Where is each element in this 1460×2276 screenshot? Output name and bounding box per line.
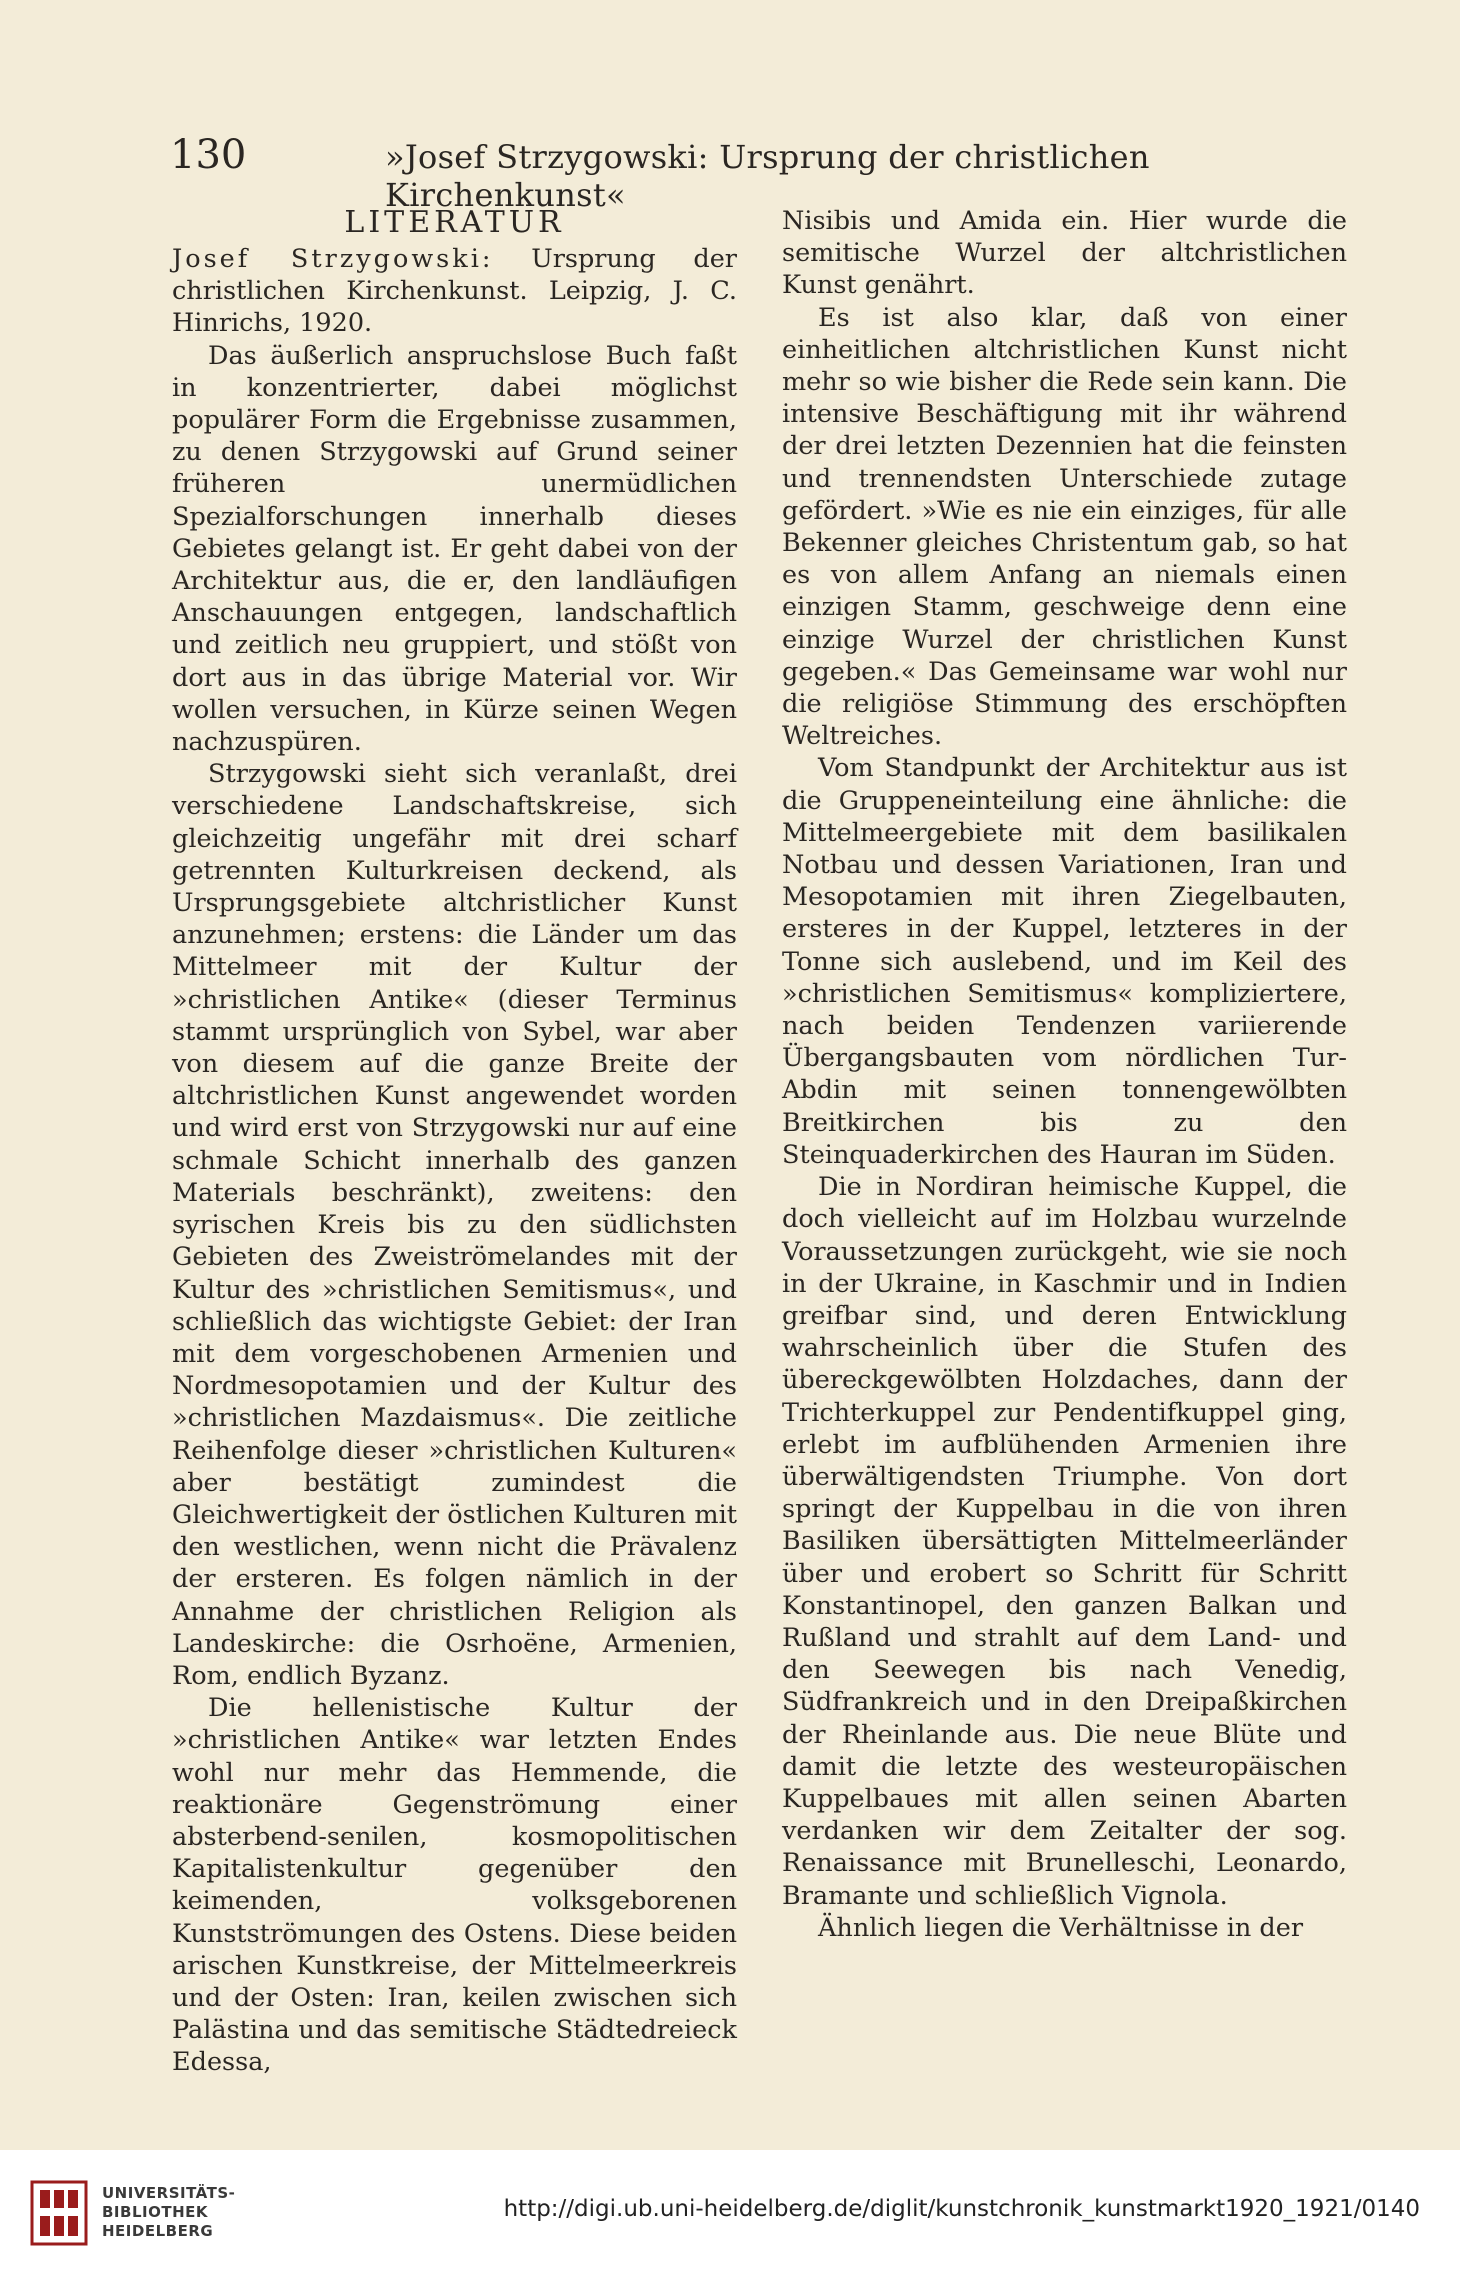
- library-name-line: BIBLIOTHEK: [102, 2203, 208, 2221]
- paragraph: Ähnlich liegen die Verhältnisse in der: [818, 1912, 1304, 1943]
- paragraph: Das äußerlich anspruchslose Buch faßt in konzentrierter, dabei möglichst populärer Form die Ergebnisse zusammen, zu denen Strzygowski auf Grund seiner früheren unermüdlichen Spezialforschungen innerhalb dieses Gebietes gelangt ist. Er geht dabei von der Architektur aus, die er, den landläufigen Anschauungen entgegen, landschaftlich und zeitlich neu gruppiert, und stößt von dort aus in das übrige Material vor. Wir wollen versuchen, in Kürze seinen Wegen nachzuspüren.: [172, 340, 737, 758]
- library-name-line: UNIVERSITÄTS-: [102, 2184, 236, 2202]
- right-column: [782, 205, 1347, 1944]
- paragraph: Es ist also klar, daß von einer einheitlichen altchristlichen Kunst nicht mehr so wie bisher die Rede sein kann. Die intensive Beschäftigung mit ihr während der drei letzten Dezennien hat die feinsten und trennendsten Unterschiede zutage gefördert. »Wie es nie ein einziges, für alle Bekenner gleiches Christentum gab, so hat es von allem Anfang an niemals einen einzigen Stamm, geschweige denn eine einzige Wurzel der christlichen Kunst gegeben.« Das Gemeinsame war wohl nur die religiöse Stimmung des erschöpften Weltreiches.: [782, 302, 1347, 752]
- library-name: [102, 2184, 235, 2241]
- left-column: [172, 205, 737, 2079]
- running-header: [170, 132, 1350, 214]
- page-number: 130: [170, 132, 247, 178]
- paragraph: Die in Nordiran heimische Kuppel, die doch vielleicht auf im Holzbau wurzelnde Voraussetzungen zurückgeht, wie sie noch in der Ukraine, in Kaschmir und in Indien greifbar sind, und deren Entwicklung wahrscheinlich über die Stufen des übereckgewölbten Holzdaches, dann der Trichterkuppel zur Pendentifkuppel ging, erlebt im aufblühenden Armenien ihre überwältigendsten Triumphe. Von dort springt der Kuppelbau in die von ihren Basiliken übersättigten Mittelmeerländer über und erobert so Schritt für Schritt Konstantinopel, den ganzen Balkan und Rußland und strahlt auf dem Land- und den Seewegen bis nach Venedig, Südfrankreich und in den Dreipaßkirchen der Rheinlande aus. Die neue Blüte und damit die letzte des westeuropäischen Kuppelbaues mit allen seinen Abarten verdanken wir dem Zeitalter der sog. Renaissance mit Brunelleschi, Leonardo, Bramante und schließlich Vignola.: [782, 1172, 1347, 1911]
- paragraph: Nisibis und Amida ein. Hier wurde die semitische Wurzel der altchristlichen Kunst genährt.: [782, 206, 1347, 301]
- citation-author: Josef Strzygowski:: [172, 244, 494, 274]
- digitization-footer: [0, 2150, 1460, 2276]
- library-logo[interactable]: [30, 2180, 460, 2250]
- heidelberg-library-logo-icon: [30, 2180, 88, 2246]
- paragraph: Vom Standpunkt der Architektur aus ist die Gruppeneinteilung eine ähnliche: die Mittelmeergebiete mit dem basilikalen Notbau und dessen Variationen, Iran und Mesopotamien mit ihren Ziegelbauten, ersteres in der Kuppel, letzteres in der Tonne sich auslebend, und im Keil des »christlichen Semitismus« kompliziertere, nach beiden Tendenzen variierende Übergangsbauten vom nördlichen Tur-Abdin mit seinen tonnengewölbten Breitkirchen bis zu den Steinquaderkirchen des Hauran im Süden.: [782, 753, 1347, 1170]
- book-citation: [172, 243, 737, 340]
- running-title: »Josef Strzygowski: Ursprung der christlichen Kirchenkunst«: [385, 138, 1150, 214]
- paragraph: Die hellenistische Kultur der »christlichen Antike« war letzten Endes wohl nur mehr das Hemmende, die reaktionäre Gegenströmung einer absterbend-senilen, kosmopolitischen Kapitalistenkultur gegenüber den keimenden, volksgeborenen Kunstströmungen des Ostens. Diese beiden arischen Kunstkreise, der Mittelmeerkreis und der Osten: Iran, keilen zwischen sich Palästina und das semitische Städtedreieck Edessa,: [172, 1693, 737, 2078]
- source-url[interactable]: http://digi.ub.uni-heidelberg.de/diglit/kunstchronik_kunstmarkt1920_1921/0140: [503, 2196, 1420, 2222]
- section-heading: LITERATUR: [344, 205, 565, 240]
- citation-details: Ursprung der christlichen Kirchenkunst. Leipzig, J. C. Hinrichs, 1920.: [172, 244, 737, 339]
- library-name-line: HEIDELBERG: [102, 2222, 214, 2240]
- paragraph: Strzygowski sieht sich veranlaßt, drei verschiedene Landschaftskreise, sich gleichzeitig ungefähr mit drei scharf getrennten Kulturkreisen deckend, als Ursprungsgebiete altchristlicher Kunst anzunehmen; erstens: die Länder um das Mittelmeer mit der Kultur der »christlichen Antike« (dieser Terminus stammt ursprünglich von Sybel, war aber von diesem auf die ganze Breite der altchristlichen Kunst angewendet worden und wird erst von Strzygowski nur auf eine schmale Schicht innerhalb des ganzen Materials beschränkt), zweitens: den syrischen Kreis bis zu den südlichsten Gebieten des Zweiströmelandes mit der Kultur des »christlichen Semitismus«, und schließlich das wichtigste Gebiet: der Iran mit dem vorgeschobenen Armenien und Nordmesopotamien und der Kultur des »christlichen Mazdaismus«. Die zeitliche Reihenfolge dieser »christlichen Kulturen« aber bestätigt zumindest die Gleichwertigkeit der östlichen Kulturen mit den westlichen, wenn nicht die Prävalenz der ersteren. Es folgen nämlich in der Annahme der christlichen Religion als Landeskirche: die Osrhoëne, Armenien, Rom, endlich Byzanz.: [172, 759, 737, 1691]
